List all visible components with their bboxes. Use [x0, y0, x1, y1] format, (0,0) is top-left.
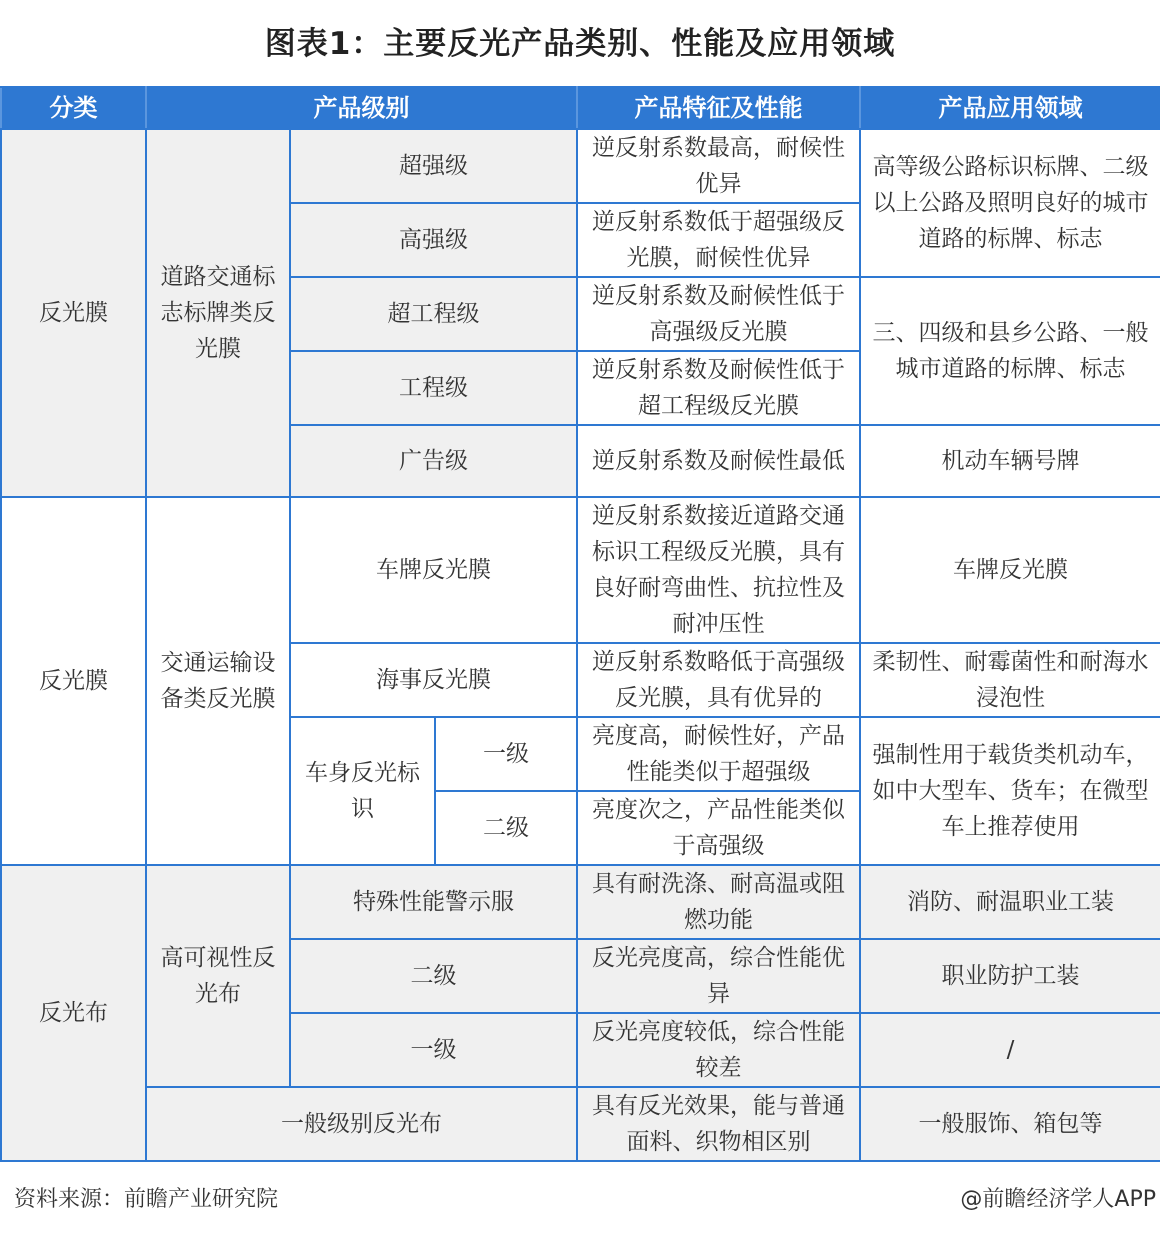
header-category: 分类 [1, 87, 146, 129]
level-cell: 广告级 [290, 425, 577, 497]
feature-cell: 逆反射系数及耐候性低于高强级反光膜 [577, 277, 860, 351]
application-cell: 机动车辆号牌 [860, 425, 1160, 497]
subcategory-cell: 高可视性反光布 [146, 865, 290, 1087]
application-cell: 高等级公路标识标牌、二级以上公路及照明良好的城市道路的标牌、标志 [860, 129, 1160, 277]
feature-cell: 具有耐洗涤、耐高温或阻燃功能 [577, 865, 860, 939]
application-cell: 职业防护工装 [860, 939, 1160, 1013]
level-cell: 高强级 [290, 203, 577, 277]
feature-cell: 逆反射系数略低于高强级反光膜，具有优异的 [577, 643, 860, 717]
level-cell: 一般级别反光布 [146, 1087, 577, 1161]
category-cell: 反光膜 [1, 497, 146, 865]
level-cell: 超强级 [290, 129, 577, 203]
category-cell: 反光布 [1, 865, 146, 1161]
application-cell: 三、四级和县乡公路、一般城市道路的标牌、标志 [860, 277, 1160, 425]
level-cell: 车牌反光膜 [290, 497, 577, 643]
feature-cell: 具有反光效果，能与普通面料、织物相区别 [577, 1087, 860, 1161]
feature-cell: 逆反射系数及耐候性低于超工程级反光膜 [577, 351, 860, 425]
application-cell: 一般服饰、箱包等 [860, 1087, 1160, 1161]
application-cell: 消防、耐温职业工装 [860, 865, 1160, 939]
credit-note: @前瞻经济学人APP [960, 1187, 1156, 1212]
table-row [1, 865, 1160, 939]
level-cell: 二级 [290, 939, 577, 1013]
application-cell: / [860, 1013, 1160, 1087]
subcategory-cell: 交通运输设备类反光膜 [146, 497, 290, 865]
feature-cell: 反光亮度较低，综合性能较差 [577, 1013, 860, 1087]
data-table-container [0, 86, 1160, 1162]
feature-cell: 逆反射系数接近道路交通标识工程级反光膜，具有良好耐弯曲性、抗拉性及耐冲压性 [577, 497, 860, 643]
source-note: 资料来源：前瞻产业研究院 [14, 1187, 279, 1212]
feature-cell: 逆反射系数最高，耐候性优异 [577, 129, 860, 203]
application-cell: 柔韧性、耐霉菌性和耐海水浸泡性 [860, 643, 1160, 717]
page-title: 图表1：主要反光产品类别、性能及应用领域 [264, 26, 896, 62]
header-level: 产品级别 [146, 87, 577, 129]
header-application: 产品应用领域 [860, 87, 1160, 129]
feature-cell: 亮度次之，产品性能类似于高强级 [577, 791, 860, 865]
subcategory-cell: 道路交通标志标牌类反光膜 [146, 129, 290, 497]
application-cell: 车牌反光膜 [860, 497, 1160, 643]
level-cell: 特殊性能警示服 [290, 865, 577, 939]
feature-cell: 逆反射系数及耐候性最低 [577, 425, 860, 497]
level-cell: 工程级 [290, 351, 577, 425]
level-cell: 海事反光膜 [290, 643, 577, 717]
table-row [1, 1087, 1160, 1161]
level-cell: 一级 [290, 1013, 577, 1087]
level-cell: 一级 [435, 717, 577, 791]
feature-cell: 逆反射系数低于超强级反光膜，耐候性优异 [577, 203, 860, 277]
category-cell: 反光膜 [1, 129, 146, 497]
level-cell: 二级 [435, 791, 577, 865]
level-cell: 超工程级 [290, 277, 577, 351]
application-cell: 强制性用于载货类机动车，如中大型车、货车；在微型车上推荐使用 [860, 717, 1160, 865]
feature-cell: 亮度高，耐候性好，产品性能类似于超强级 [577, 717, 860, 791]
body-marking-cell: 车身反光标识 [290, 717, 435, 865]
table-header-row [1, 87, 1160, 129]
data-table [0, 86, 1160, 1162]
feature-cell: 反光亮度高，综合性能优异 [577, 939, 860, 1013]
table-row [1, 497, 1160, 643]
header-feature: 产品特征及性能 [577, 87, 860, 129]
table-row [1, 129, 1160, 203]
